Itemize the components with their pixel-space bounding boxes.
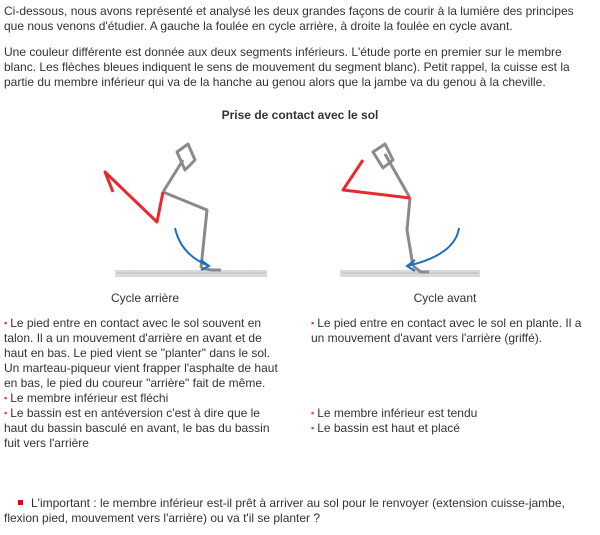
torso xyxy=(163,160,183,192)
list-item: ▪ Le pied entre en contact avec le sol souvent en talon. Il a un mouvement d'arrière en avant et de haut en bas. Le pied vient se "planter" dans le sol. Un marteau-piqueur vient frapper l'asphalte de haut en bas, le pied du coureur "arrière" fait de même. xyxy=(4,316,278,390)
intro-paragraph-1: Ci-dessous, nous avons représenté et analysé les deux grandes façons de courir à la lumière des principes que nous venons d'étudier. A gauche la foulée en cycle arrière, à droite la foulée en cycle avant. xyxy=(4,4,574,33)
bullet-icon: ▪ xyxy=(4,408,8,418)
list-item: ▪ Le bassin est haut et placé xyxy=(311,421,460,435)
grey-leg xyxy=(163,192,207,268)
bullet-icon: ▪ xyxy=(4,318,8,328)
list-item: ▪ Le membre inférieur est fléchi xyxy=(4,391,169,405)
torso xyxy=(385,154,410,198)
red-leg xyxy=(105,172,163,222)
list-item: ▪ Le bassin est en antéversion c'est à dire que le haut du bassin basculé en avant, le bas du bassin fuit vers l'arrière xyxy=(4,406,270,450)
intro-paragraph-2: Une couleur différente est donnée aux deux segments inférieurs. L'étude porte en premier sur le membre blanc. Les flèches bleues indiquent le sens de mouvement du segment blanc). Petit rappel, la cuisse est la partie du membre inférieur qui va de la hanche au genou alors que la jambe va du genou à la cheville. xyxy=(4,45,570,89)
bullet-icon: ▪ xyxy=(311,423,315,433)
list-item: ▪ Le membre inférieur est tendu xyxy=(311,406,478,420)
red-square-icon xyxy=(18,500,23,505)
left-figure-caption: Cycle arrière xyxy=(110,291,179,305)
list-item: ▪ Le pied entre en contact avec le sol en plante. Il a un mouvement d'avant vers l'arrière (griffé). xyxy=(311,316,582,345)
cycle-arriere-figure xyxy=(95,130,285,285)
figure-title: Prise de contact avec le sol xyxy=(221,108,379,122)
bullet-icon: ▪ xyxy=(311,408,315,418)
right-column xyxy=(311,316,596,436)
important-text: : le membre inférieur est-il prêt à arriver au sol pour le renvoyer (extension cuisse-jambe, flexion pied, mouvement vers l'arrière) ou va t'il se planter ? xyxy=(4,496,565,525)
cycle-avant-figure xyxy=(335,130,525,285)
bullet-icon: ▪ xyxy=(4,393,8,403)
left-column xyxy=(4,316,280,451)
important-label: L'important xyxy=(31,496,90,510)
right-figure-caption: Cycle avant xyxy=(413,291,477,305)
grey-leg xyxy=(407,198,413,266)
important-note xyxy=(4,496,594,526)
bullet-icon: ▪ xyxy=(311,318,315,328)
